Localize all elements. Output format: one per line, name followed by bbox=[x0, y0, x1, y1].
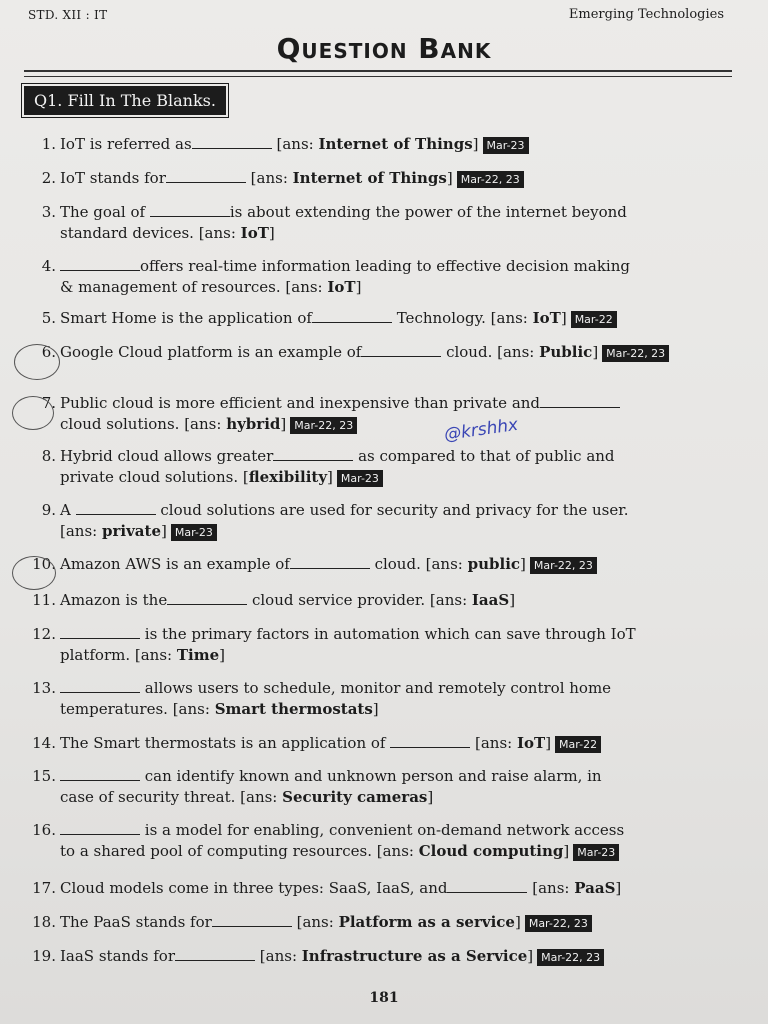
answer-close: ] bbox=[268, 224, 275, 242]
exam-year-badge: Mar-23 bbox=[573, 844, 619, 861]
question-line bbox=[20, 699, 732, 720]
answer-label: [ans: bbox=[475, 734, 517, 752]
question-text: IoT stands for bbox=[60, 169, 166, 187]
answer-value: Security cameras bbox=[282, 788, 428, 806]
question-text: cloud solutions. bbox=[60, 415, 185, 433]
question-item bbox=[20, 446, 732, 488]
answer-blank bbox=[290, 556, 370, 569]
answer-close: ] bbox=[509, 591, 516, 609]
question-number: 12. bbox=[32, 625, 56, 643]
standard-label: STD. XII : IT bbox=[28, 8, 108, 22]
answer-blank bbox=[60, 258, 140, 271]
answer-label: [ans: bbox=[134, 646, 177, 664]
question-text: cloud. bbox=[369, 555, 421, 573]
answer-value: IoT bbox=[327, 278, 356, 296]
answer-value: public bbox=[467, 555, 521, 573]
answer bbox=[475, 734, 551, 752]
exam-year-badge: Mar-22, 23 bbox=[525, 915, 592, 932]
question-text: Amazon is the bbox=[60, 591, 168, 609]
question-item bbox=[20, 202, 732, 244]
pen-circle-mark bbox=[12, 396, 54, 430]
question-number: 18. bbox=[32, 913, 56, 931]
answer-label: [ans: bbox=[425, 555, 468, 573]
answer-blank bbox=[167, 592, 247, 605]
answer-value: IaaS bbox=[471, 591, 510, 609]
question-line bbox=[20, 841, 732, 862]
question-line bbox=[20, 521, 732, 542]
answer-value: PaaS bbox=[574, 879, 616, 897]
answer-label: [ans: bbox=[172, 700, 215, 718]
question-item bbox=[20, 256, 732, 298]
answer-value: Public bbox=[539, 343, 593, 361]
title-rule-thin bbox=[24, 76, 732, 77]
question-item bbox=[20, 342, 732, 363]
question-text: cloud. bbox=[441, 343, 493, 361]
answer-close: ] bbox=[160, 522, 167, 540]
question-line bbox=[20, 678, 732, 699]
exam-year-badge: Mar-22 bbox=[571, 311, 617, 328]
answer-close: ] bbox=[372, 700, 379, 718]
exam-year-badge: Mar-23 bbox=[483, 137, 529, 154]
question-text: as compared to that of public and bbox=[353, 447, 615, 465]
answer-close: ] bbox=[560, 309, 567, 327]
answer-close: ] bbox=[592, 343, 599, 361]
answer-blank bbox=[390, 735, 470, 748]
answer-close: ] bbox=[280, 415, 287, 433]
answer bbox=[285, 278, 361, 296]
answer-close: ] bbox=[472, 135, 479, 153]
question-line bbox=[20, 223, 732, 244]
question-text: cloud solutions are used for security and privacy for the user. bbox=[155, 501, 629, 519]
question-line bbox=[20, 446, 732, 467]
answer-blank bbox=[447, 880, 527, 893]
answer bbox=[243, 468, 333, 486]
answer-blank bbox=[150, 204, 230, 217]
answer bbox=[377, 842, 570, 860]
answer-value: Infrastructure as a Service bbox=[301, 947, 528, 965]
exam-year-badge: Mar-22, 23 bbox=[290, 417, 357, 434]
question-item bbox=[20, 766, 732, 808]
question-line bbox=[20, 168, 732, 189]
question-text: The Smart thermostats is an application of bbox=[60, 734, 391, 752]
question-number: 6. bbox=[41, 343, 56, 361]
answer bbox=[532, 879, 621, 897]
question-item bbox=[20, 590, 732, 611]
answer-label: [ans: bbox=[376, 842, 419, 860]
question-line bbox=[20, 878, 732, 899]
question-number: 7. bbox=[41, 394, 56, 412]
question-text: & management of resources. bbox=[60, 278, 286, 296]
question-number: 4. bbox=[41, 257, 56, 275]
question-item bbox=[20, 678, 732, 720]
question-number: 19. bbox=[32, 947, 56, 965]
question-text: is about extending the power of the internet beyond bbox=[229, 203, 627, 221]
question-line bbox=[20, 645, 732, 666]
exam-year-badge: Mar-22 bbox=[555, 736, 601, 753]
answer-blank bbox=[166, 170, 246, 183]
answer-blank bbox=[212, 914, 292, 927]
question-line bbox=[20, 912, 732, 933]
question-line bbox=[20, 554, 732, 575]
question-text: allows users to schedule, monitor and remotely control home bbox=[140, 679, 612, 697]
question-text: private cloud solutions. bbox=[60, 468, 243, 486]
answer-value: IoT bbox=[517, 734, 546, 752]
question-line bbox=[20, 590, 732, 611]
answer-label: [ bbox=[242, 468, 249, 486]
question-line bbox=[20, 202, 732, 223]
question-number: 8. bbox=[41, 447, 56, 465]
question-text: case of security threat. bbox=[60, 788, 241, 806]
answer-close: ] bbox=[446, 169, 453, 187]
answer bbox=[184, 415, 286, 433]
exam-year-badge: Mar-22, 23 bbox=[602, 345, 669, 362]
question-text: offers real-time information leading to effective decision making bbox=[140, 257, 630, 275]
exam-year-badge: Mar-22, 23 bbox=[457, 171, 524, 188]
question-text: cloud service provider. bbox=[247, 591, 426, 609]
question-line bbox=[20, 342, 732, 363]
title-rule bbox=[24, 70, 732, 72]
pen-circle-mark bbox=[12, 556, 56, 590]
exam-year-badge: Mar-23 bbox=[337, 470, 383, 487]
question-item bbox=[20, 946, 732, 967]
question-text: is the primary factors in automation which can save through IoT bbox=[140, 625, 636, 643]
question-line bbox=[20, 946, 732, 967]
question-text: standard devices. bbox=[60, 224, 199, 242]
answer-close: ] bbox=[514, 913, 521, 931]
answer-blank bbox=[60, 680, 140, 693]
answer bbox=[199, 224, 275, 242]
subject-label: Emerging Technologies bbox=[568, 7, 724, 22]
question-item bbox=[20, 134, 732, 155]
answer-close: ] bbox=[520, 555, 526, 573]
answer-label: [ans: bbox=[276, 135, 319, 153]
answer bbox=[173, 700, 379, 718]
exam-year-badge: Mar-22, 23 bbox=[530, 557, 597, 574]
answer-close: ] bbox=[355, 278, 362, 296]
question-text: IoT is referred as bbox=[60, 135, 192, 153]
answer-blank bbox=[60, 768, 140, 781]
answer-label: [ans: bbox=[296, 913, 339, 931]
question-text: Hybrid cloud allows greater bbox=[60, 447, 274, 465]
answer bbox=[276, 135, 478, 153]
answer-value: IoT bbox=[532, 309, 561, 327]
answer bbox=[491, 309, 567, 327]
answer-close: ] bbox=[615, 879, 622, 897]
answer-label: [ans: bbox=[250, 169, 293, 187]
question-item bbox=[20, 878, 732, 899]
answer-value: Internet of Things bbox=[318, 135, 473, 153]
answer-value: IoT bbox=[240, 224, 269, 242]
answer-blank bbox=[192, 136, 272, 149]
pen-circle-mark bbox=[14, 344, 60, 380]
answer-close: ] bbox=[219, 646, 226, 664]
answer bbox=[430, 591, 515, 609]
answer-label: [ans: bbox=[184, 415, 227, 433]
question-text: Public cloud is more efficient and inexpensive than private and bbox=[60, 394, 541, 412]
question-text: Technology. bbox=[391, 309, 486, 327]
answer-value: hybrid bbox=[226, 415, 281, 433]
answer bbox=[426, 555, 526, 573]
answer-label: [ans: bbox=[490, 309, 533, 327]
question-line bbox=[20, 414, 732, 435]
question-line bbox=[20, 820, 732, 841]
question-item bbox=[20, 624, 732, 666]
answer-label: [ans: bbox=[497, 343, 540, 361]
question-line bbox=[20, 393, 732, 414]
answer bbox=[251, 169, 453, 187]
question-line bbox=[20, 733, 732, 754]
question-text: IaaS stands for bbox=[60, 947, 176, 965]
answer-value: flexibility bbox=[248, 468, 328, 486]
answer-close: ] bbox=[545, 734, 552, 752]
question-number: 14. bbox=[32, 734, 56, 752]
answer-close: ] bbox=[563, 842, 570, 860]
answer-value: Platform as a service bbox=[338, 913, 515, 931]
answer-label: [ans: bbox=[429, 591, 472, 609]
question-line bbox=[20, 134, 732, 155]
answer-label: [ans: bbox=[285, 278, 328, 296]
question-text: Cloud models come in three types: SaaS, IaaS, and bbox=[60, 879, 448, 897]
question-number: 17. bbox=[32, 879, 56, 897]
question-item bbox=[20, 308, 732, 329]
answer bbox=[240, 788, 433, 806]
question-item bbox=[20, 500, 732, 542]
question-number: 1. bbox=[41, 135, 56, 153]
question-item bbox=[20, 820, 732, 862]
question-number: 10. bbox=[32, 555, 56, 573]
question-number: 5. bbox=[41, 309, 56, 327]
answer bbox=[135, 646, 225, 664]
answer-label: [ans: bbox=[259, 947, 302, 965]
question-item bbox=[20, 168, 732, 189]
question-line bbox=[20, 308, 732, 329]
answer-close: ] bbox=[327, 468, 333, 486]
answer-label: [ans: bbox=[532, 879, 575, 897]
answer-close: ] bbox=[527, 947, 534, 965]
question-text: platform. bbox=[60, 646, 135, 664]
question-line bbox=[20, 277, 732, 298]
question-item bbox=[20, 393, 732, 435]
exam-year-badge: Mar-23 bbox=[171, 524, 217, 541]
question-line bbox=[20, 467, 732, 488]
answer bbox=[60, 522, 167, 540]
question-item bbox=[20, 554, 732, 575]
answer-value: Cloud computing bbox=[418, 842, 564, 860]
page-title: Question Bank bbox=[276, 32, 492, 65]
question-text: Amazon AWS is an example of bbox=[60, 555, 290, 573]
handwritten-note: @krshhx bbox=[442, 414, 520, 446]
question-line bbox=[20, 624, 732, 645]
answer-value: Internet of Things bbox=[292, 169, 447, 187]
question-text: Smart Home is the application of bbox=[60, 309, 312, 327]
answer-value: private bbox=[101, 522, 161, 540]
question-text: is a model for enabling, convenient on-demand network access bbox=[140, 821, 625, 839]
question-number: 9. bbox=[41, 501, 56, 519]
question-text: to a shared pool of computing resources. bbox=[60, 842, 377, 860]
answer bbox=[497, 343, 598, 361]
answer-blank bbox=[76, 502, 156, 515]
answer-value: Time bbox=[176, 646, 220, 664]
question-number: 11. bbox=[32, 591, 56, 609]
answer-label: [ans: bbox=[240, 788, 283, 806]
question-number: 3. bbox=[41, 203, 56, 221]
answer-label: [ans: bbox=[198, 224, 241, 242]
question-line bbox=[20, 500, 732, 521]
answer bbox=[260, 947, 533, 965]
answer-close: ] bbox=[427, 788, 434, 806]
question-text: Google Cloud platform is an example of bbox=[60, 343, 362, 361]
question-item bbox=[20, 733, 732, 754]
question-text: The goal of bbox=[60, 203, 150, 221]
answer-label: [ans: bbox=[60, 522, 102, 540]
question-line bbox=[20, 256, 732, 277]
question-item bbox=[20, 912, 732, 933]
question-number: 2. bbox=[41, 169, 56, 187]
section-heading: Q1. Fill In The Blanks. bbox=[24, 86, 226, 115]
question-number: 16. bbox=[32, 821, 56, 839]
answer-blank bbox=[540, 395, 620, 408]
question-text: A bbox=[60, 501, 76, 519]
question-line bbox=[20, 787, 732, 808]
answer-blank bbox=[273, 448, 353, 461]
question-number: 15. bbox=[32, 767, 56, 785]
question-number: 13. bbox=[32, 679, 56, 697]
question-text: can identify known and unknown person and raise alarm, in bbox=[140, 767, 602, 785]
answer bbox=[297, 913, 521, 931]
answer-blank bbox=[175, 948, 255, 961]
answer-blank bbox=[361, 344, 441, 357]
answer-blank bbox=[312, 310, 392, 323]
question-line bbox=[20, 766, 732, 787]
answer-value: Smart thermostats bbox=[214, 700, 373, 718]
answer-blank bbox=[60, 822, 140, 835]
answer-blank bbox=[60, 626, 140, 639]
question-text: The PaaS stands for bbox=[60, 913, 212, 931]
page-number: 181 bbox=[369, 990, 399, 1006]
question-text: temperatures. bbox=[60, 700, 173, 718]
exam-year-badge: Mar-22, 23 bbox=[537, 949, 604, 966]
